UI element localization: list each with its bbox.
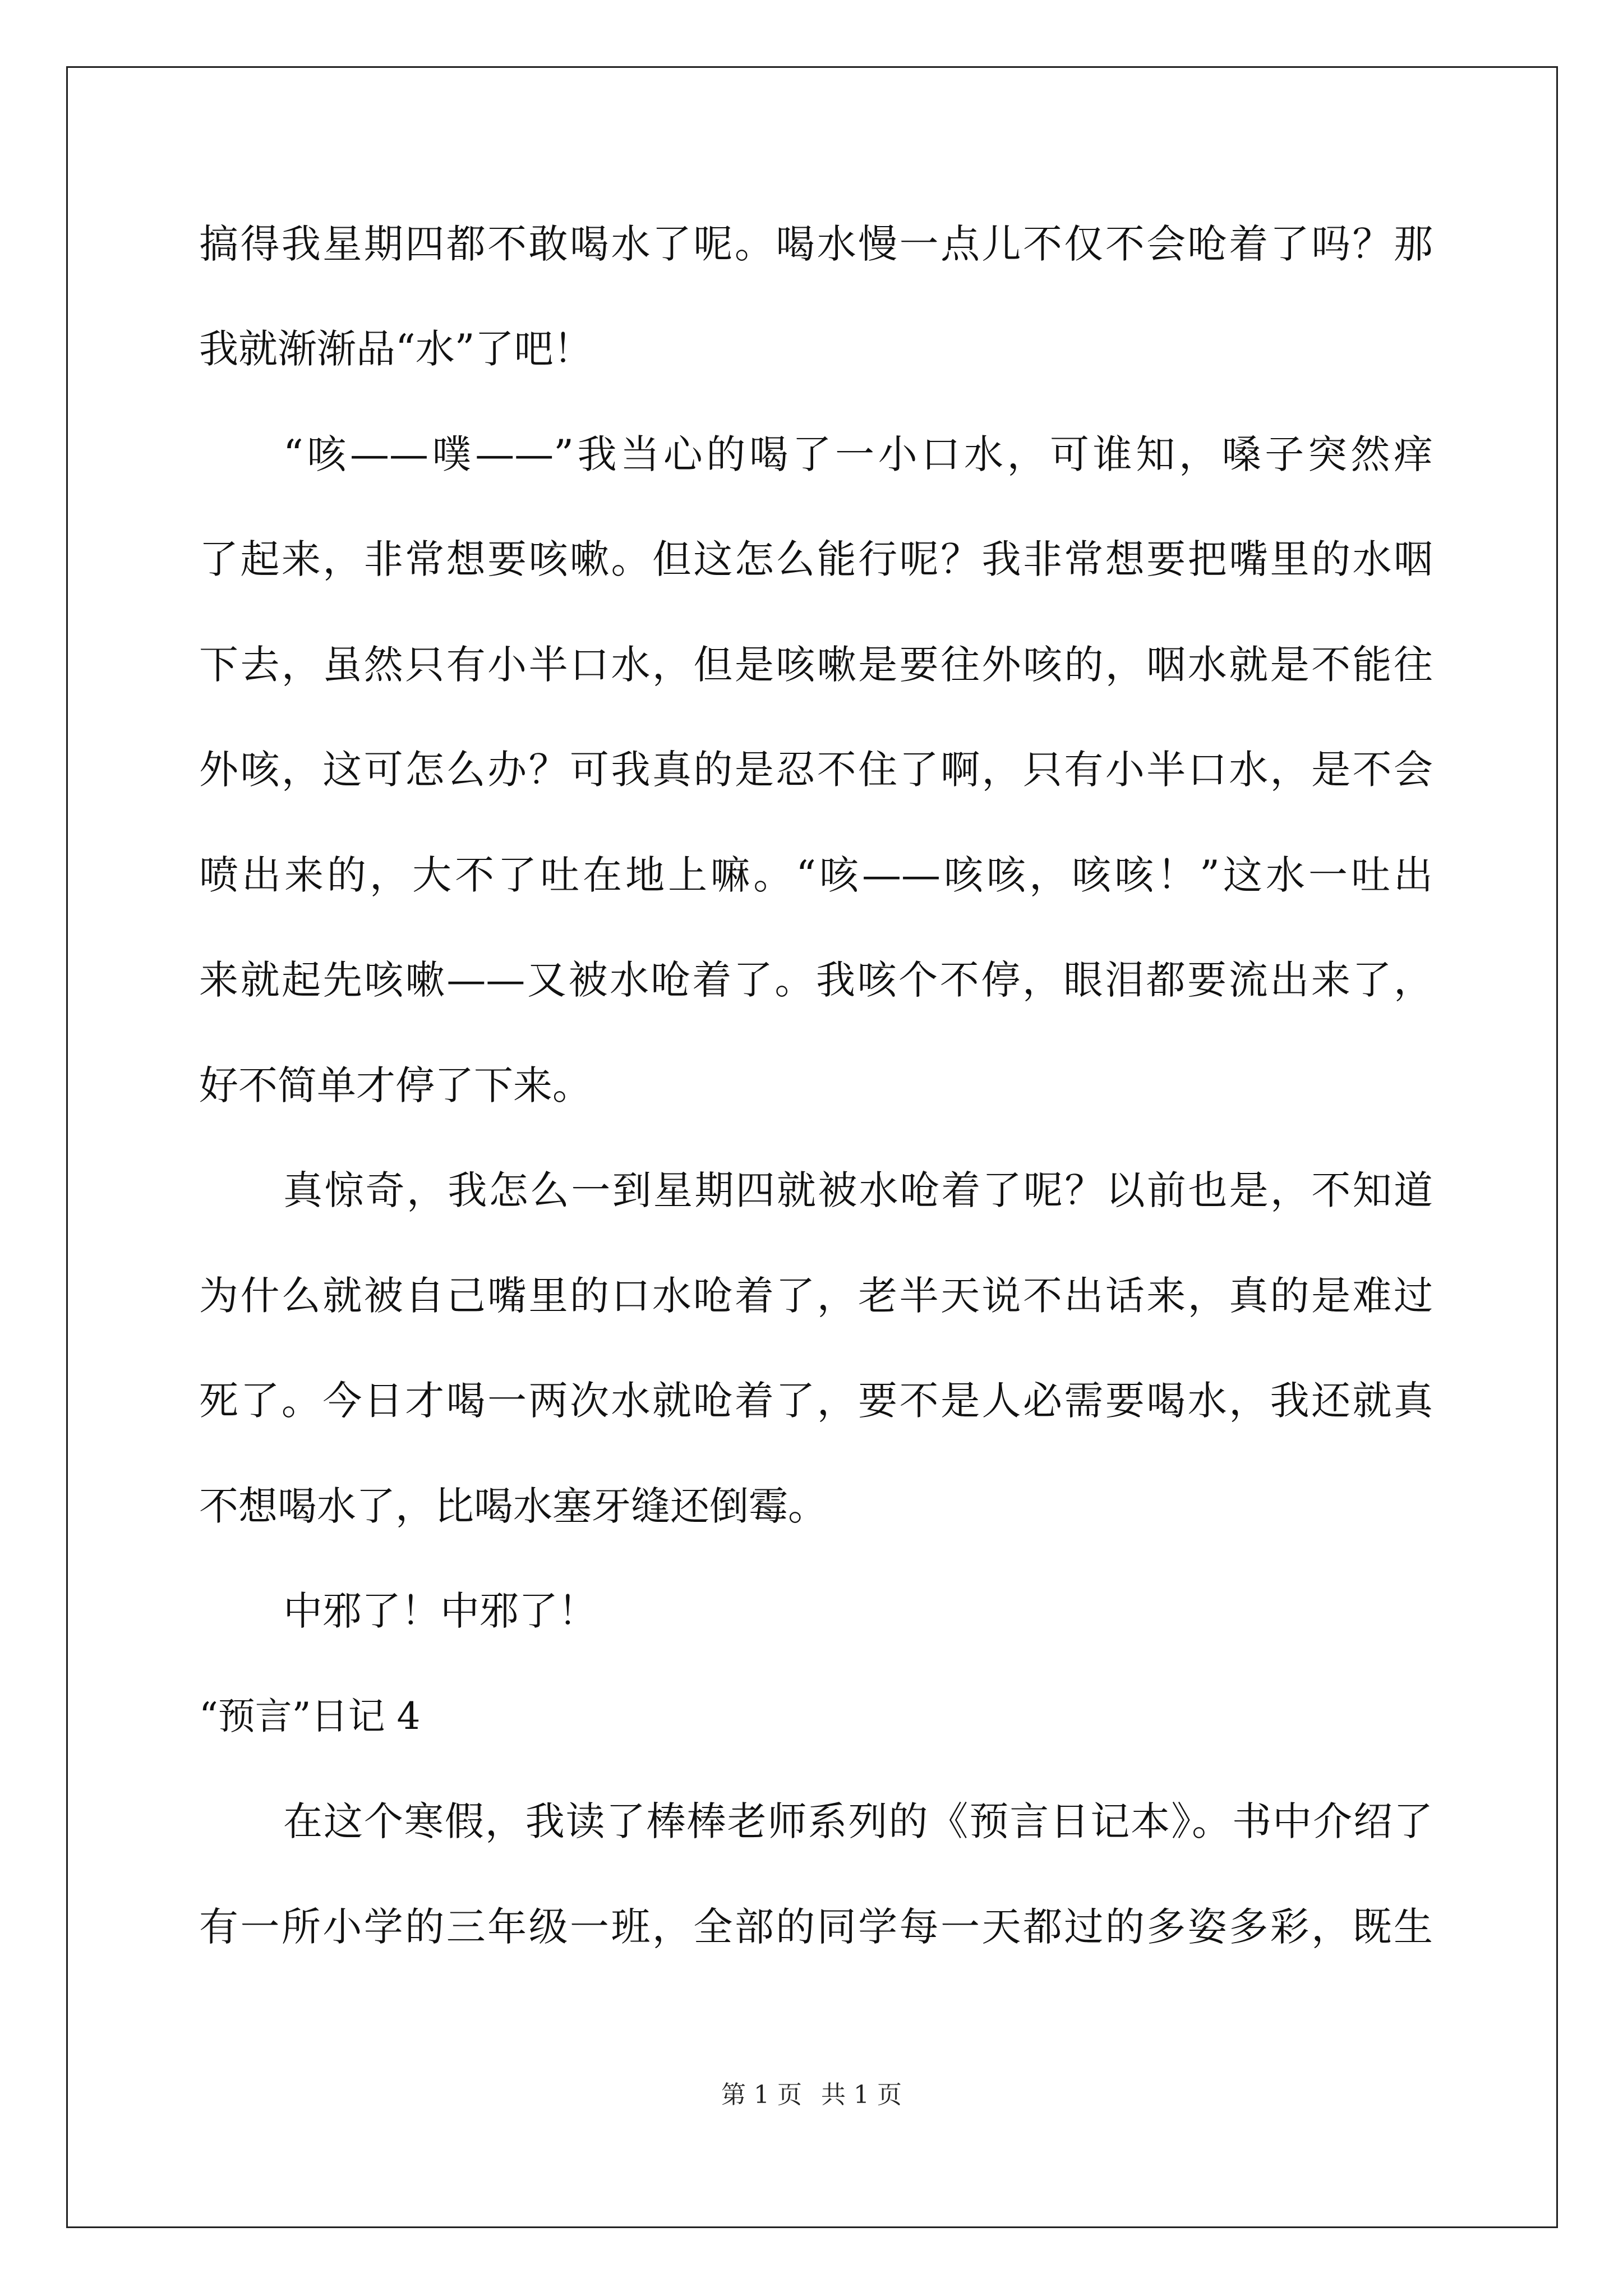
text-line: 了起来，非常想要咳嗽。但这怎么能行呢？我非常想要把嘴里的水咽 xyxy=(199,536,1433,582)
text-line: 有一所小学的三年级一班，全部的同学每一天都过的多姿多彩，既生 xyxy=(199,1904,1433,1950)
paragraph-first-line: 真惊奇，我怎么一到星期四就被水呛着了呢？以前也是，不知道 xyxy=(283,1167,1433,1213)
text-line: 下去，虽然只有小半口水，但是咳嗽是要往外咳的，咽水就是不能往 xyxy=(199,642,1433,688)
text-line: 为什么就被自己嘴里的口水呛着了，老半天说不出话来，真的是难过 xyxy=(199,1273,1433,1319)
text-line: 我就渐渐品“水”了吧！ xyxy=(199,326,593,372)
text-line: 搞得我星期四都不敢喝水了呢。喝水慢一点儿不仅不会呛着了吗？那 xyxy=(199,221,1433,267)
section-heading: “预言”日记 4 xyxy=(199,1695,421,1738)
paragraph-first-line: 中邪了！中邪了！ xyxy=(283,1588,597,1634)
text-line: 外咳，这可怎么办？可我真的是忍不住了啊，只有小半口水，是不会 xyxy=(199,747,1433,793)
text-line: 好不简单才停了下来。 xyxy=(199,1062,592,1108)
page-total: 共 1 页 xyxy=(821,2081,902,2109)
page-number: 第 1 页 xyxy=(721,2081,802,2109)
text-line: 来就起先咳嗽——又被水呛着了。我咳个不停，眼泪都要流出来了， xyxy=(199,957,1433,1003)
text-line: 喷出来的，大不了吐在地上嘛。“咳——咳咳，咳咳！”这水一吐出 xyxy=(199,852,1433,898)
paragraph-first-line: “咳——噗——”我当心的喝了一小口水，可谁知，嗓子突然痒 xyxy=(283,431,1433,477)
paragraph-first-line: 在这个寒假，我读了棒棒老师系列的《预言日记本》。书中介绍了 xyxy=(283,1798,1433,1844)
text-line: 死了。今日才喝一两次水就呛着了，要不是人必需要喝水，我还就真 xyxy=(199,1378,1433,1424)
page-footer xyxy=(0,2078,1623,2112)
text-line: 不想喝水了，比喝水塞牙缝还倒霉。 xyxy=(199,1483,827,1529)
